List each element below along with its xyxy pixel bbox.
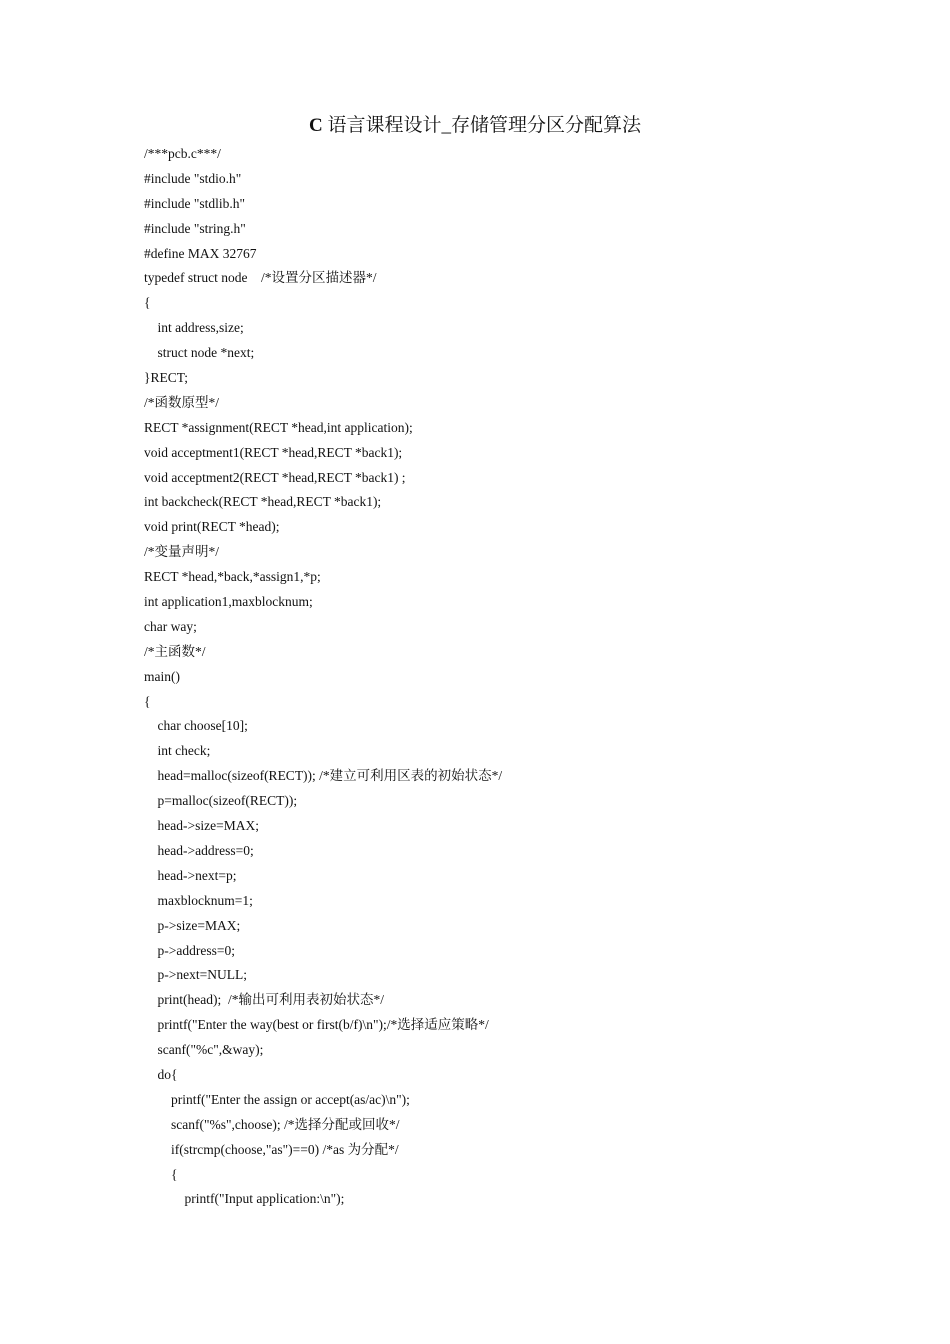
code-listing	[144, 142, 864, 1212]
code-line: if(strcmp(choose,"as")==0) /*as 为分配*/	[144, 1141, 399, 1157]
code-line: p->next=NULL;	[144, 967, 247, 983]
code-line: p->address=0;	[144, 942, 235, 958]
code-line: int backcheck(RECT *head,RECT *back1);	[144, 494, 382, 510]
code-line: int address,size;	[144, 320, 244, 336]
code-line: maxblocknum=1;	[144, 892, 253, 908]
code-line: /*函数原型*/	[144, 394, 220, 410]
title-rest: 语言课程设计_存储管理分区分配算法	[322, 115, 641, 136]
code-line: char choose[10];	[144, 718, 248, 734]
code-line: p->size=MAX;	[144, 917, 241, 933]
code-line: RECT *assignment(RECT *head,int application);	[144, 419, 413, 435]
code-line: struct node *next;	[144, 345, 255, 361]
code-line: char way;	[144, 618, 197, 634]
code-line: /*主函数*/	[144, 643, 206, 659]
code-line: void acceptment1(RECT *head,RECT *back1);	[144, 444, 403, 460]
code-line: #include "string.h"	[144, 220, 246, 236]
code-line: head->size=MAX;	[144, 818, 259, 834]
code-line: int application1,maxblocknum;	[144, 594, 313, 610]
code-line: print(head); /*输出可利用表初始状态*/	[144, 992, 384, 1008]
code-line: /***pcb.c***/	[144, 146, 221, 161]
code-line: main()	[144, 668, 180, 684]
code-line: #include "stdio.h"	[144, 170, 242, 186]
code-line: {	[144, 693, 151, 709]
code-line: head->next=p;	[144, 867, 237, 883]
code-line: scanf("%s",choose); /*选择分配或回收*/	[144, 1116, 400, 1132]
code-line: printf("Enter the assign or accept(as/ac)\n");	[144, 1091, 410, 1107]
code-line: int check;	[144, 743, 211, 759]
code-line: #include "stdlib.h"	[144, 195, 246, 211]
code-line: printf("Enter the way(best or first(b/f)\n");/*选择适应策略*/	[144, 1017, 489, 1033]
code-line: #define MAX 32767	[144, 245, 257, 261]
code-line: printf("Input application:\n");	[144, 1191, 345, 1207]
document-title	[0, 112, 950, 140]
code-line: void acceptment2(RECT *head,RECT *back1) ;	[144, 469, 406, 485]
code-line: /*变量声明*/	[144, 544, 220, 560]
title-lead: C	[309, 115, 323, 136]
code-line: }RECT;	[144, 370, 188, 386]
code-line: {	[144, 295, 151, 311]
code-line: scanf("%c",&way);	[144, 1042, 264, 1058]
code-line: do{	[144, 1066, 178, 1082]
code-line: head->address=0;	[144, 842, 254, 858]
code-line: {	[144, 1166, 178, 1182]
code-line: head=malloc(sizeof(RECT)); /*建立可利用区表的初始状态*/	[144, 768, 503, 784]
code-line: RECT *head,*back,*assign1,*p;	[144, 569, 321, 585]
code-line: p=malloc(sizeof(RECT));	[144, 793, 298, 809]
code-line: typedef struct node /*设置分区描述器*/	[144, 270, 377, 286]
code-line: void print(RECT *head);	[144, 519, 280, 535]
